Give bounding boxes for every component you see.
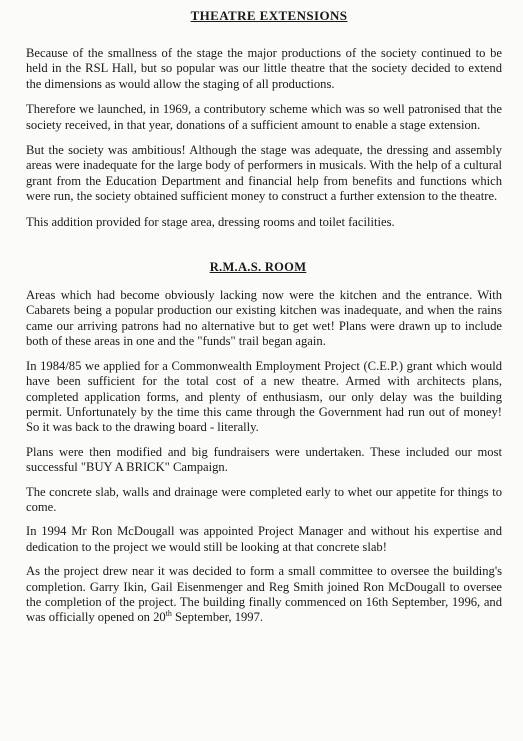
paragraph-text: As the project drew near it was decided to form a small committee to oversee the building's completion. Garry Ikin, Gail Eisenmenger and Reg Smith joined Ron McDougall to oversee the completion of the project. The building finally commenced on 16th September, 1996, and was officially opened on 20 [26, 564, 502, 625]
ordinal-suffix: th [165, 609, 172, 619]
paragraph: In 1994 Mr Ron McDougall was appointed Project Manager and without his expertise and dedication to the project we would still be looking at that concrete slab! [26, 524, 502, 554]
section-rmas-room [26, 288, 502, 626]
paragraph: This addition provided for stage area, dressing rooms and toilet facilities. [26, 214, 395, 229]
paragraph: Because of the smallness of the stage the major productions of the society continued to be held in the RSL Hall, but so popular was our little theatre that the society decided to extend the dimensions as would allow the staging of all productions. [26, 46, 502, 91]
section-theatre-extensions [26, 46, 502, 230]
paragraph: In 1984/85 we applied for a Commonwealth Employment Project (C.E.P.) grant which would have been sufficient for the total cost of a new theatre. Armed with architects plans, completed application forms, and plenty of enthusiasm, our only delay was the building permit. Unfortunately by the time this came through the Government had run out of money! So it was back to the drawing board - literally. [26, 358, 502, 435]
paragraph: But the society was ambitious! Although the stage was adequate, the dressing and assembly areas were inadequate for the large body of performers in musicals. With the help of a cultural grant from the Education Department and financial help from benefits and functions which were run, the society obtained sufficient money to construct a further extension to the theatre. [26, 143, 502, 204]
paragraph: Plans were then modified and big fundraisers were undertaken. These included our most successful "BUY A BRICK" Campaign. [26, 444, 502, 475]
section-title-theatre-extensions: THEATRE EXTENSIONS [190, 8, 348, 23]
document-page [26, 8, 502, 626]
paragraph-final [26, 564, 502, 626]
paragraph-text: September, 1997. [171, 610, 264, 625]
paragraph: Therefore we launched, in 1969, a contributory scheme which was so well patronised that the society received, in that year, donations of a sufficient amount to enable a stage extension. [26, 102, 502, 132]
section-title-rmas-room: R.M.A.S. ROOM [209, 260, 307, 275]
paragraph: Areas which had become obviously lacking now were the kitchen and the entrance. With Cabarets being a popular production our existing kitchen was inadequate, and when the rains came our arriving patrons had no alternative but to get wet! Plans were drawn up to include both of these areas in one and the "funds" trail began again. [26, 288, 502, 349]
paragraph: The concrete slab, walls and drainage were completed early to whet our appetite for things to come. [26, 484, 502, 514]
